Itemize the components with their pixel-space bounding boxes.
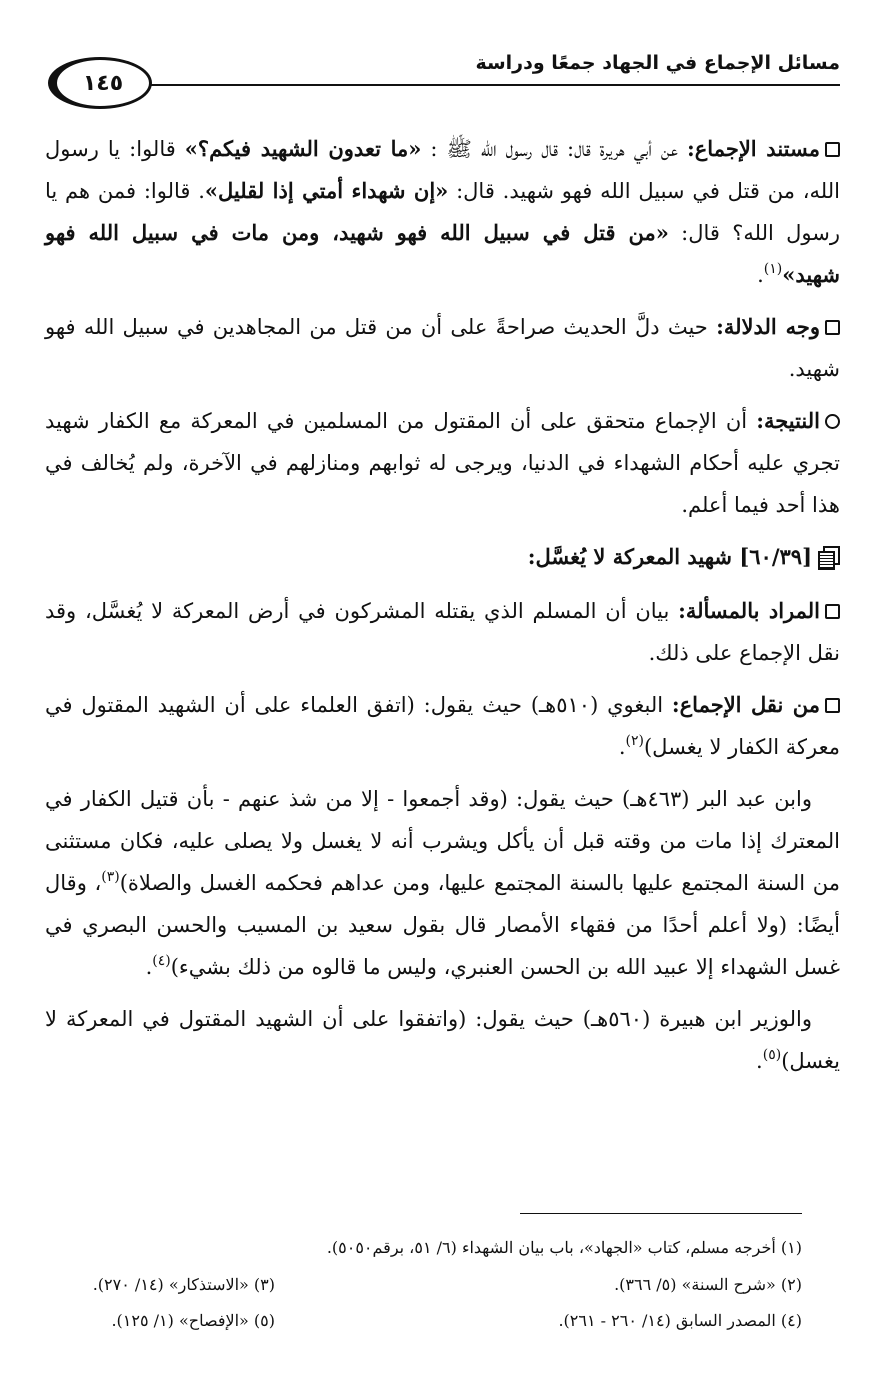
ibn-abd-text-2: ، وقال أيضًا: (ولا أعلم أحدًا من فقهاء الأمصار قال بقول سعيد بن المسيب والحسن البصري في غسل الشهداء إلا عبيد الله بن الحسن العنبري، وليس ما قالوه من ذلك بشيء)	[45, 871, 840, 979]
dalala-text: حيث دلَّ الحديث صراحةً على أن من قتل من المجاهدين في سبيل الله فهو شهيد.	[45, 315, 840, 381]
footnote-ref-1: (١)	[763, 261, 783, 277]
page-number-badge	[48, 57, 152, 109]
naql-text: البغوي (٥١٠هـ) حيث يقول: (اتفق العلماء على أن الشهيد المقتول في معركة الكفار لا يغسل)	[45, 693, 840, 759]
naql-end: .	[618, 735, 626, 759]
ibn-hubayra-paragraph	[45, 998, 840, 1082]
square-bullet-icon	[825, 698, 840, 713]
dalala-paragraph	[45, 306, 840, 390]
hadith-quote-1: «ما تعدون الشهيد فيكم؟»	[184, 136, 422, 161]
header-rule	[140, 84, 840, 86]
natija-label: النتيجة:	[756, 408, 820, 433]
ibn-abd-al-barr-paragraph	[45, 778, 840, 988]
mustanad-text-2: قالوا: يا رسول الله، من قتل في سبيل الله فهو شهيد. قال:	[45, 137, 840, 203]
running-title: مسائل الإجماع في الجهاد جمعًا ودراسة	[475, 52, 840, 74]
footnote-2: (٢) «شرح السنة» (٥/ ٣٦٦).	[614, 1275, 802, 1294]
page-number: ١٤٥	[82, 70, 124, 96]
murad-text: بيان أن المسلم الذي يقتله المشركون في أرض المعركة لا يُغسَّل، وقد نقل الإجماع على ذلك.	[45, 599, 840, 665]
mustanad-end: .	[757, 263, 764, 287]
square-bullet-icon	[825, 320, 840, 335]
footnote-4: (٤) المصدر السابق (١٤/ ٢٦٠ - ٢٦١).	[558, 1311, 802, 1330]
mustanad-label: مستند الإجماع:	[687, 136, 820, 161]
mustanad-text-3: . قالوا: فمن هم يا رسول الله؟ قال:	[45, 179, 841, 245]
natija-paragraph	[45, 400, 840, 526]
page-header	[40, 40, 840, 120]
circle-bullet-icon	[825, 414, 840, 429]
murad-label: المراد بالمسألة:	[678, 598, 820, 623]
issue-heading-text: [٦٠/٣٩] شهيد المعركة لا يُغسَّل:	[527, 544, 812, 569]
ibn-abd-text-1: وابن عبد البر (٤٦٣هـ) حيث يقول: (وقد أجمعوا - إلا من شذ عنهم - بأن قتيل الكفار في المعترك إذا مات من وقته قبل أن يأكل ويشرب أنه لا يغسل ولا يصلى عليه، فكان مستثنى من السنة المجتمع عليها بالسنة المجتمع عليها، ومن عداهم فحكمه الغسل والصلاة)	[45, 787, 840, 895]
mustanad-text-1: عن أبي هريرة قال: قال رسول الله ﷺ :	[421, 137, 688, 161]
wazir-text: والوزير ابن هبيرة (٥٦٠هـ) حيث يقول: (واتفقوا على أن الشهيد المقتول في المعركة لا يغسل)	[45, 1007, 840, 1073]
mustanad-paragraph	[45, 128, 840, 296]
dalala-label: وجه الدلالة:	[716, 314, 820, 339]
footnote-ref-4: (٤)	[152, 953, 171, 969]
documents-icon	[820, 546, 840, 566]
footnote-separator	[520, 1213, 802, 1214]
footnote-5: (٥) «الإفصاح» (١/ ١٢٥).	[111, 1311, 275, 1330]
wazir-end: .	[756, 1049, 763, 1073]
footnote-ref-2: (٢)	[625, 733, 644, 749]
footnote-ref-5: (٥)	[762, 1047, 782, 1063]
page-content	[45, 128, 840, 1092]
natija-text: أن الإجماع متحقق على أن المقتول من المسلمين في المعركة مع الكفار شهيد تجري عليه أحكام الشهداء في الدنيا، ويرجى له ثوابهم ومنازلهم في الآخرة، ولم يُخالف في هذا أحد فيما أعلم.	[45, 409, 840, 517]
naql-label: من نقل الإجماع:	[671, 692, 820, 717]
naql-paragraph	[45, 684, 840, 768]
murad-paragraph	[45, 590, 840, 674]
footnote-ref-3: (٣)	[101, 869, 120, 885]
issue-heading	[45, 536, 840, 578]
hadith-quote-2: «إن شهداء أمتي إذا لقليل»	[204, 178, 449, 203]
footnote-3: (٣) «الاستذكار» (١٤/ ٢٧٠).	[92, 1275, 275, 1294]
footnote-1: (١) أخرجه مسلم، كتاب «الجهاد»، باب بيان الشهداء (٦/ ٥١، برقم٥٠٥٠).	[326, 1238, 802, 1257]
square-bullet-icon	[825, 604, 840, 619]
hadith-quote-3: «من قتل في سبيل الله فهو شهيد، ومن مات في سبيل الله فهو شهيد»	[45, 220, 840, 287]
ibn-abd-end: .	[145, 955, 153, 979]
square-bullet-icon	[825, 142, 840, 157]
